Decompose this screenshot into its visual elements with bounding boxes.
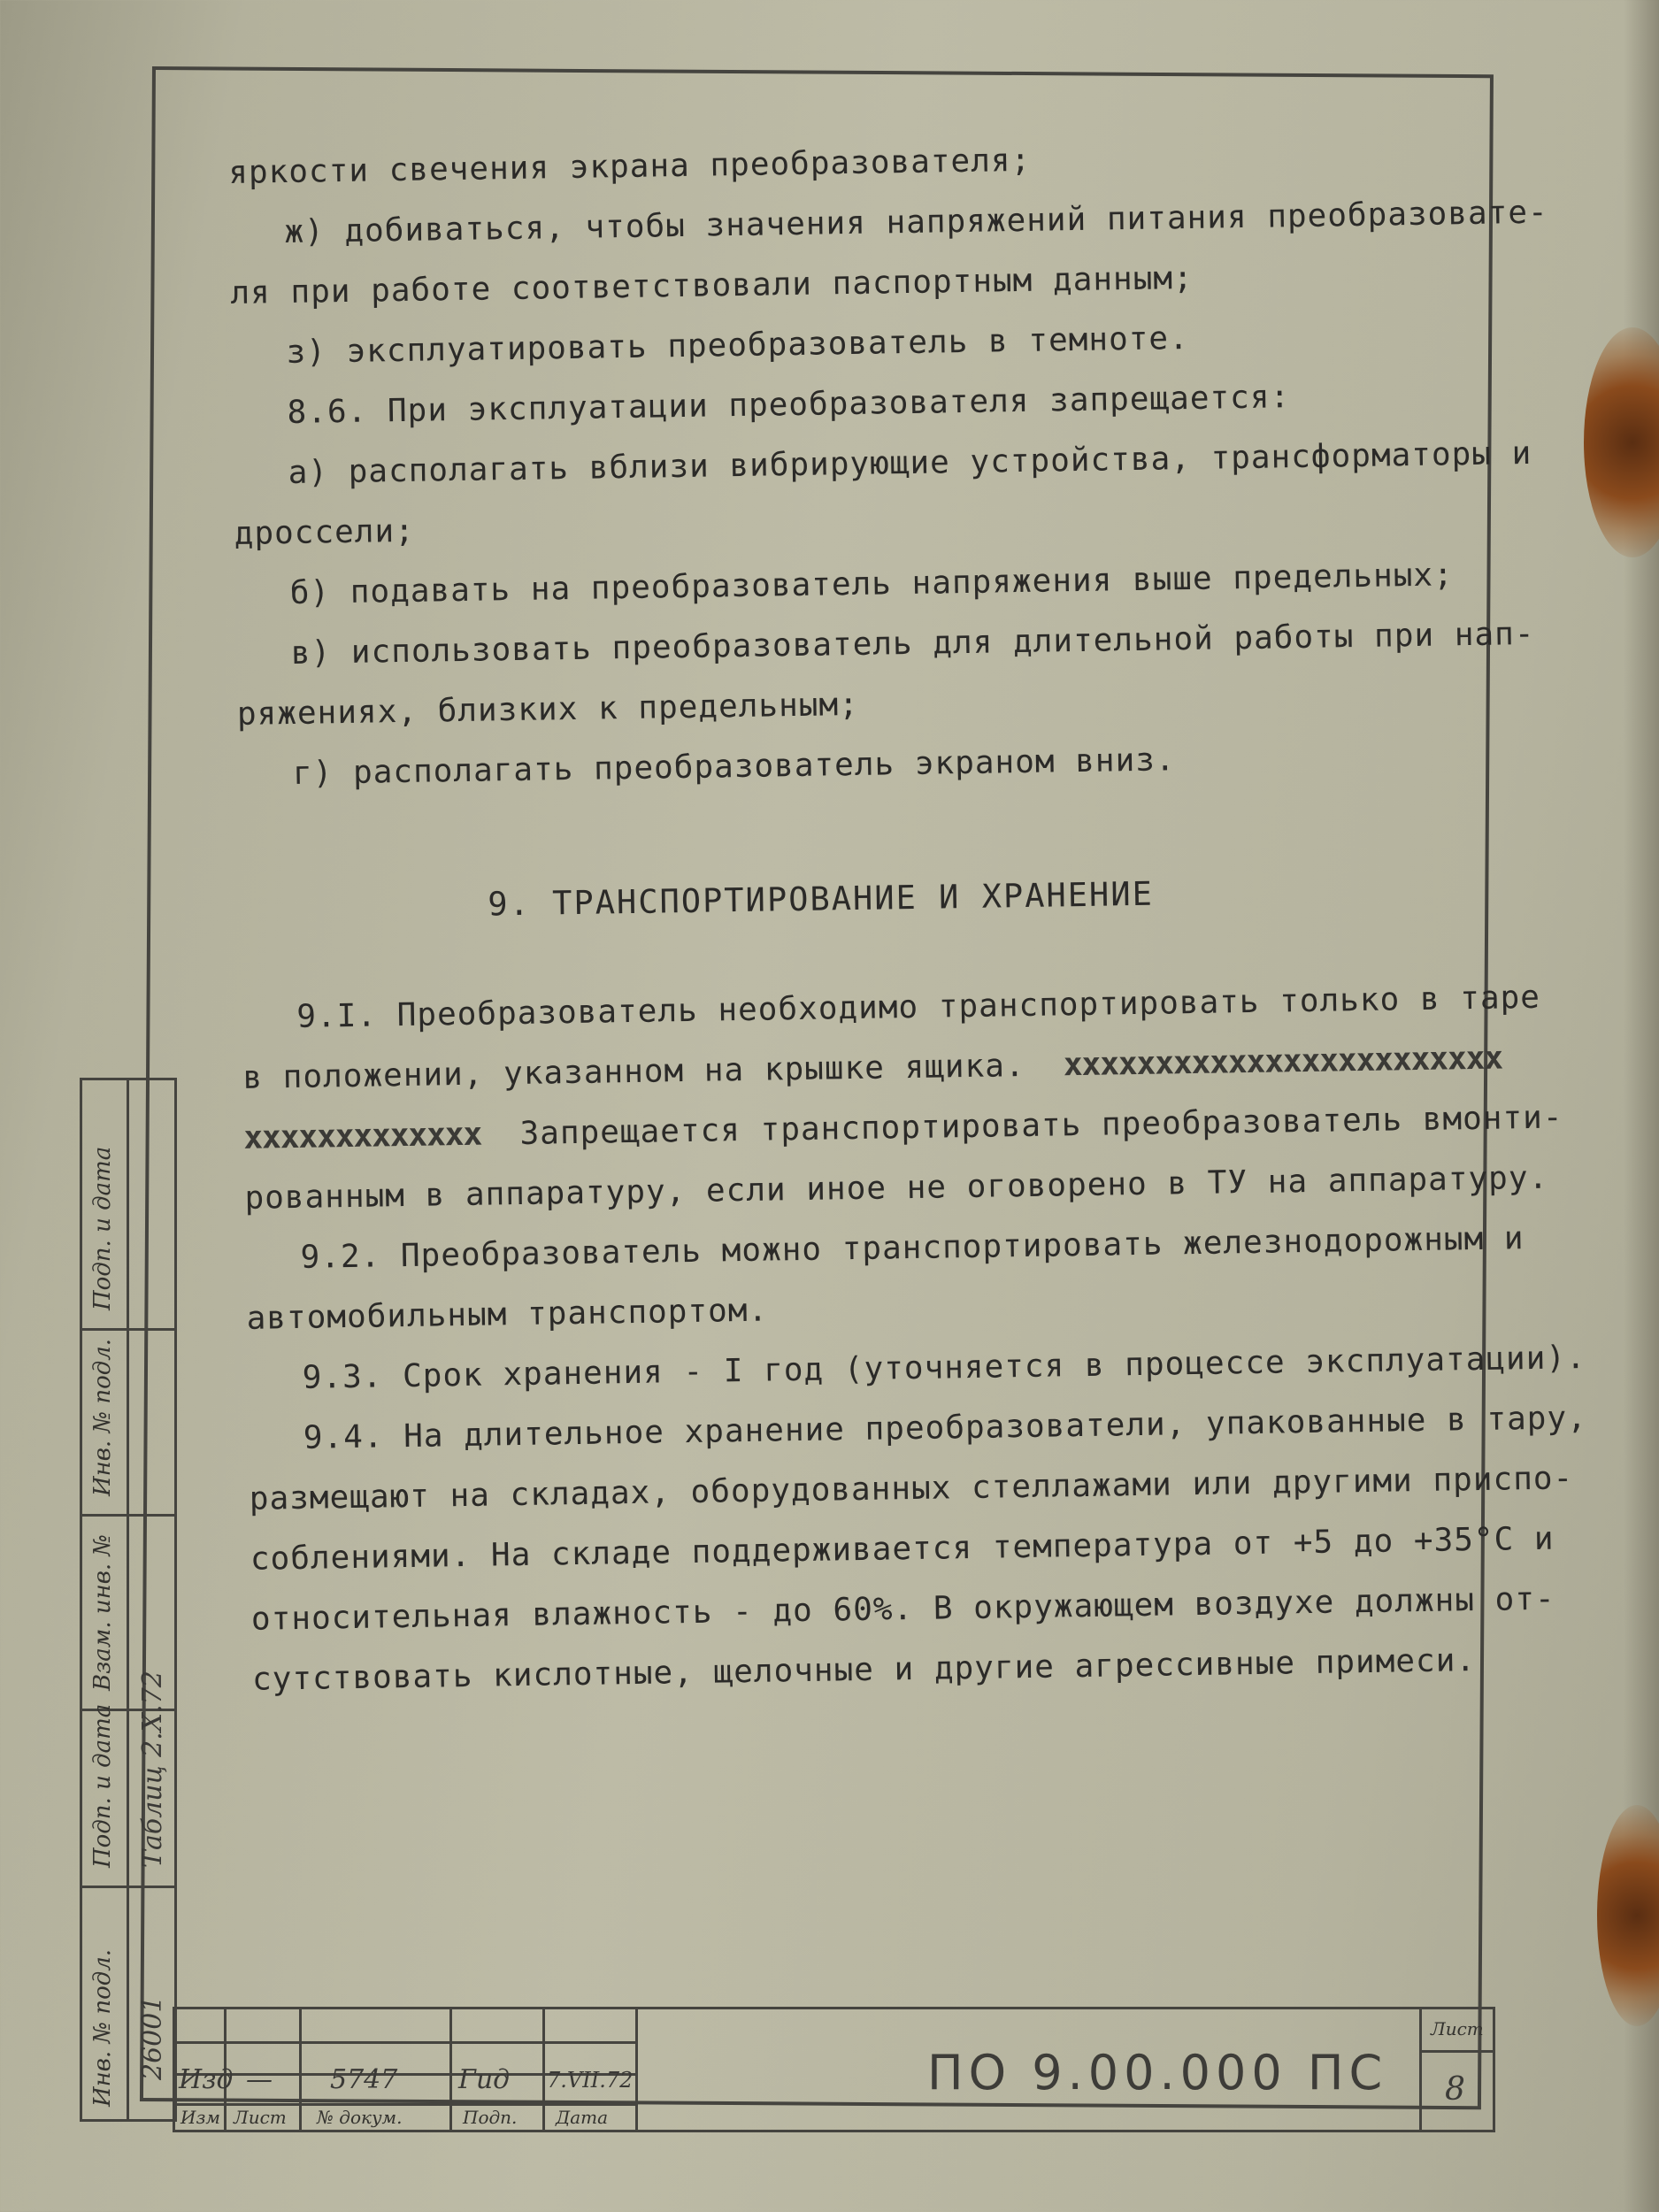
section-line: соблениями. На складе поддерживается температура от +5 до +35°С и bbox=[250, 1520, 1555, 1578]
section-title: 9. ТРАНСПОРТИРОВАНИЕ И ХРАНЕНИЕ bbox=[488, 874, 1155, 924]
section-line: 9.3. Срок хранения - I год (уточняется в процессе эксплуатации). bbox=[302, 1340, 1586, 1396]
body-line: г) располагать преобразователь экраном вниз. bbox=[292, 741, 1176, 792]
title-block-header: № докум. bbox=[317, 2107, 403, 2128]
struck-out-text: xxxxxxxxxxxxx bbox=[243, 1116, 501, 1156]
body-line: дроссели; bbox=[234, 512, 416, 552]
title-block-header: Лист bbox=[234, 2107, 287, 2128]
section-line: рованным в аппаратуру, если иное не оговорено в ТУ на аппаратуру. bbox=[244, 1159, 1549, 1217]
title-block-header: Подп. bbox=[463, 2107, 518, 2128]
section-line: 9.2. Преобразователь можно транспортировать железнодорожным и bbox=[300, 1220, 1525, 1276]
section-line: автомобильным транспортом. bbox=[246, 1292, 769, 1337]
rust-stain-top bbox=[1584, 327, 1659, 557]
side-label: Взам. инв. № bbox=[89, 1533, 116, 1691]
side-stamp-divider bbox=[82, 1886, 174, 1888]
title-block bbox=[173, 2007, 1495, 2132]
handwritten-signature: Таблиц 2.X.72 bbox=[137, 1671, 168, 1868]
section-line: 9.4. На длительное хранение преобразователи, упакованные в тару, bbox=[303, 1400, 1588, 1456]
sheet-divider bbox=[1422, 2050, 1493, 2053]
body-line: з) эксплуатировать преобразователь в темноте. bbox=[286, 319, 1190, 371]
section-line-text: Запрещается транспортировать преобразователь вмонти- bbox=[519, 1099, 1563, 1152]
body-line: в) использовать преобразователь для длительной работы при нап- bbox=[290, 615, 1535, 672]
body-line: ряжениях, близких к предельным; bbox=[236, 686, 860, 733]
side-label: Инв. № подл. bbox=[89, 1338, 116, 1496]
side-label: Инв. № подл. bbox=[89, 1948, 116, 2107]
body-line: а) располагать вблизи вибрирующие устройства, трансформаторы и bbox=[288, 434, 1532, 491]
section-line: относительная влажность - до 60%. В окружающем воздухе должны от- bbox=[250, 1580, 1555, 1638]
section-line: размещают на складах, оборудованных стеллажами или другими приспо- bbox=[249, 1460, 1574, 1517]
handwritten-entry: 7.VII.72 bbox=[547, 2068, 634, 2093]
handwritten-entry: Изд bbox=[179, 2064, 234, 2095]
title-block-divider bbox=[175, 2103, 635, 2106]
handwritten-entry: — bbox=[246, 2064, 273, 2095]
body-line: ля при работе соответствовали паспортным данным; bbox=[230, 259, 1194, 311]
title-block-header: Дата bbox=[556, 2107, 609, 2128]
document-code: ПО 9.00.000 ПС bbox=[927, 2045, 1388, 2101]
struck-out-text: xxxxxxxxxxxxxxxxxxxxxxxx bbox=[1044, 1040, 1503, 1084]
title-block-header: Изм bbox=[180, 2107, 220, 2128]
body-line: ж) добиваться, чтобы значения напряжений питания преобразовате- bbox=[284, 194, 1548, 251]
handwritten-entry: 5747 bbox=[330, 2064, 398, 2095]
handwritten-entry: Гид bbox=[458, 2064, 511, 2095]
side-label: Подп. и дата bbox=[89, 1146, 116, 1310]
section-line: 9.I. Преобразователь необходимо транспортировать только в таре bbox=[296, 979, 1541, 1035]
side-stamp-table bbox=[80, 1078, 177, 2122]
section-line: сутствовать кислотные, щелочные и другие агрессивные примеси. bbox=[251, 1642, 1477, 1698]
side-stamp-divider bbox=[127, 1080, 129, 2119]
section-line-text: в положении, указанном на крышке ящика. bbox=[242, 1047, 1025, 1096]
side-label: Подп. и дата bbox=[89, 1703, 116, 1868]
sheet-label: Лист bbox=[1431, 2018, 1484, 2039]
body-line: 8.6. При эксплуатации преобразователя запрещается: bbox=[287, 379, 1291, 431]
sheet-number: 8 bbox=[1445, 2071, 1465, 2108]
side-stamp-divider bbox=[82, 1328, 174, 1331]
sheet-box bbox=[1419, 2009, 1493, 2130]
side-stamp-divider bbox=[82, 1514, 174, 1517]
body-line: яркости свечения экрана преобразователя; bbox=[228, 142, 1032, 191]
body-line: б) подавать на преобразователь напряжения выше предельных; bbox=[289, 557, 1455, 611]
handwritten-number: 26001 bbox=[137, 1995, 168, 2080]
title-block-divider bbox=[175, 2041, 635, 2044]
rust-stain-bottom bbox=[1597, 1805, 1659, 2026]
